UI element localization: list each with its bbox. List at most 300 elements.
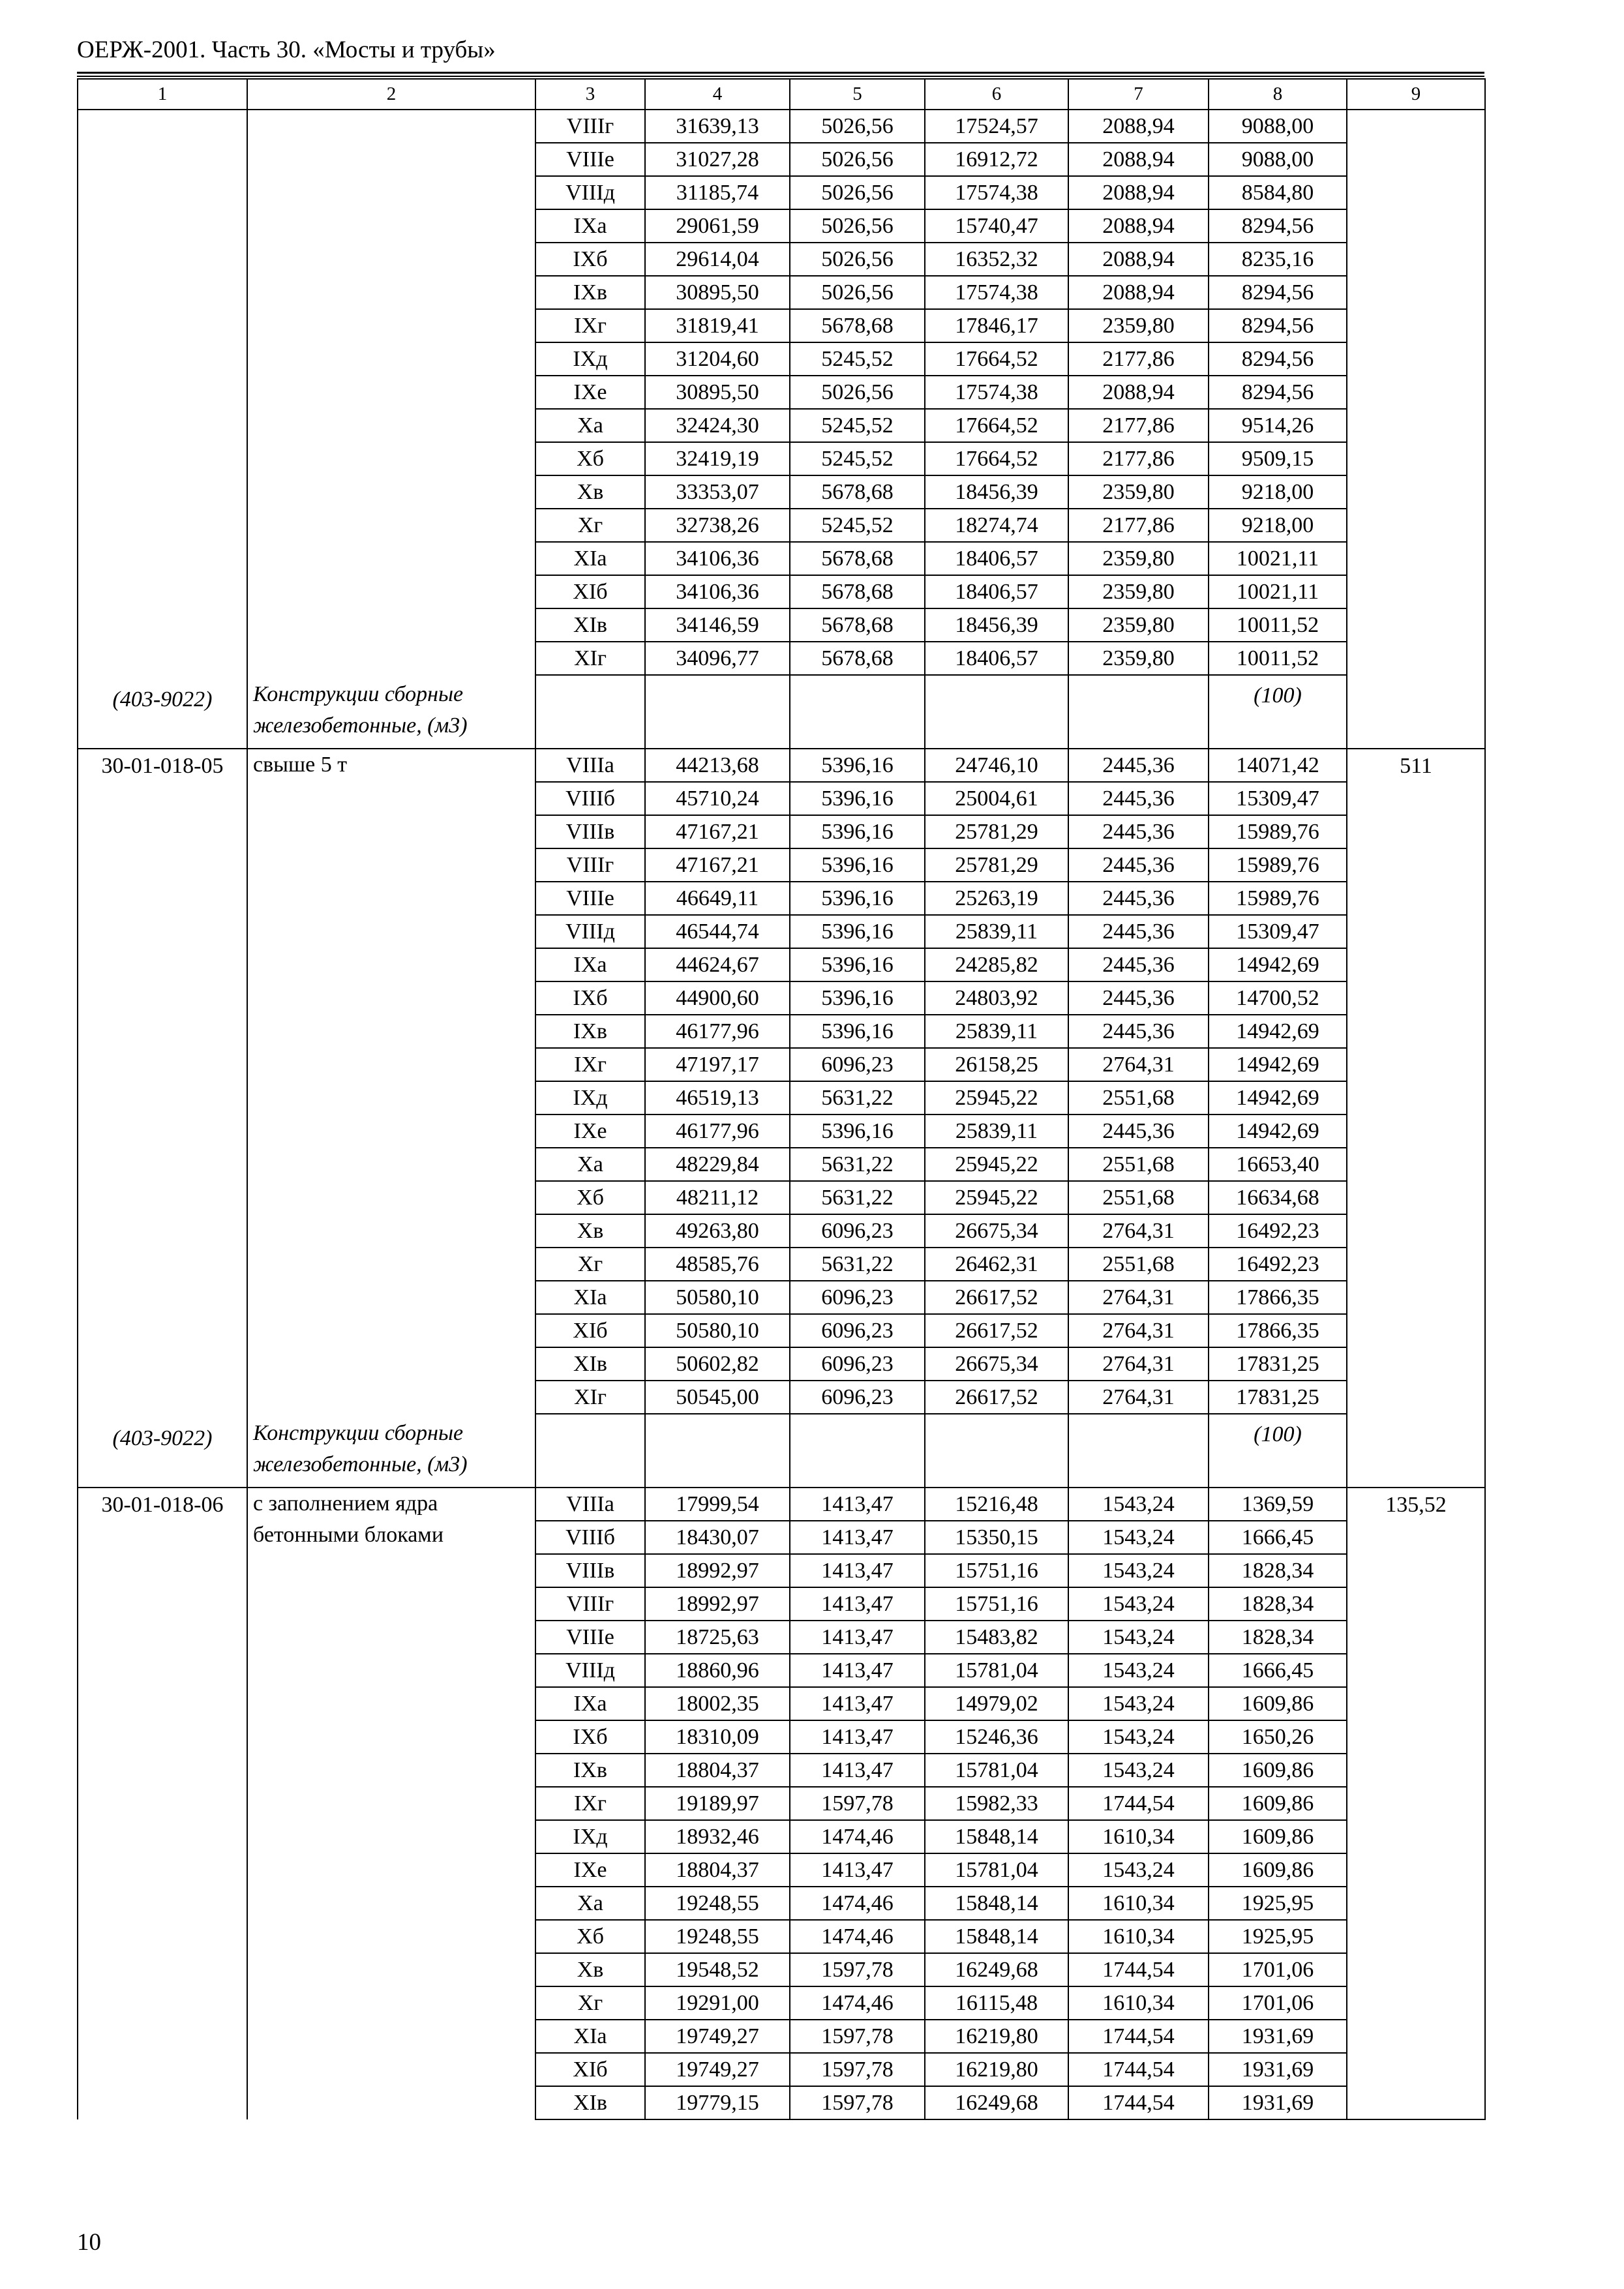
table-cell: 1925,95 <box>1209 1887 1347 1920</box>
table-cell: 25839,11 <box>925 1015 1068 1048</box>
empty-cell <box>925 1414 1068 1488</box>
table-cell: 26675,34 <box>925 1214 1068 1248</box>
table-cell: IXб <box>535 243 645 276</box>
table-cell: 1543,24 <box>1068 1754 1209 1787</box>
table-cell: 5396,16 <box>790 915 925 948</box>
table-cell: 1543,24 <box>1068 1521 1209 1554</box>
resource-reference-row <box>78 1414 1485 1488</box>
table-cell: 8294,56 <box>1209 276 1347 309</box>
table-cell: 9088,00 <box>1209 110 1347 143</box>
table-cell: 25781,29 <box>925 848 1068 882</box>
table-cell: 19749,27 <box>645 2020 790 2053</box>
table-cell: 9509,15 <box>1209 442 1347 475</box>
table-cell: IXг <box>535 309 645 342</box>
table-cell: 18406,57 <box>925 542 1068 575</box>
table-cell: 17574,38 <box>925 376 1068 409</box>
table-cell: 46544,74 <box>645 915 790 948</box>
table-cell: 44213,68 <box>645 749 790 782</box>
table-cell: 9218,00 <box>1209 509 1347 542</box>
table-cell: 6096,23 <box>790 1281 925 1314</box>
table-row <box>78 749 1485 782</box>
table-cell: 1474,46 <box>790 1887 925 1920</box>
table-cell: 18274,74 <box>925 509 1068 542</box>
table-cell: 2764,31 <box>1068 1314 1209 1347</box>
table-cell: 25263,19 <box>925 882 1068 915</box>
table-cell: 46519,13 <box>645 1081 790 1115</box>
table-cell: 1701,06 <box>1209 1986 1347 2020</box>
table-cell: 2551,68 <box>1068 1248 1209 1281</box>
table-cell: 15483,82 <box>925 1621 1068 1654</box>
table-cell: 19248,55 <box>645 1920 790 1953</box>
empty-cell <box>925 675 1068 749</box>
table-cell: VIIIг <box>535 848 645 882</box>
table-cell: IXа <box>535 1687 645 1720</box>
table-cell: 1413,47 <box>790 1654 925 1687</box>
table-cell: 48211,12 <box>645 1181 790 1214</box>
table-cell: 1931,69 <box>1209 2053 1347 2086</box>
table-cell: 2551,68 <box>1068 1081 1209 1115</box>
table-cell: XIб <box>535 2053 645 2086</box>
column-header: 5 <box>790 79 925 110</box>
table-cell: 17664,52 <box>925 442 1068 475</box>
table-cell: 24746,10 <box>925 749 1068 782</box>
table-cell: 15781,04 <box>925 1754 1068 1787</box>
table-cell: XIб <box>535 575 645 608</box>
table-cell: 8584,80 <box>1209 176 1347 209</box>
table-cell: 1543,24 <box>1068 1488 1209 1521</box>
table-cell: Xа <box>535 1887 645 1920</box>
table-cell: 1931,69 <box>1209 2086 1347 2119</box>
table-cell: XIа <box>535 542 645 575</box>
table-cell: 17664,52 <box>925 342 1068 376</box>
column-header: 8 <box>1209 79 1347 110</box>
table-cell: 25945,22 <box>925 1081 1068 1115</box>
table-cell: 14071,42 <box>1209 749 1347 782</box>
table-cell: 5026,56 <box>790 176 925 209</box>
table-cell: 19248,55 <box>645 1887 790 1920</box>
table-cell: 19548,52 <box>645 1953 790 1986</box>
table-cell: 5396,16 <box>790 1115 925 1148</box>
table-cell: 1744,54 <box>1068 1787 1209 1820</box>
table-cell: IXб <box>535 981 645 1015</box>
table-cell: 1610,34 <box>1068 1820 1209 1853</box>
table-cell: 15309,47 <box>1209 915 1347 948</box>
table-cell: 29614,04 <box>645 243 790 276</box>
table-cell: 50580,10 <box>645 1314 790 1347</box>
table-cell: 15781,04 <box>925 1853 1068 1887</box>
table-cell: 14942,69 <box>1209 1081 1347 1115</box>
table-cell: XIа <box>535 1281 645 1314</box>
table-cell: 31027,28 <box>645 143 790 176</box>
table-cell: 2764,31 <box>1068 1347 1209 1381</box>
table-cell: 25839,11 <box>925 1115 1068 1148</box>
table-cell: VIIIб <box>535 1521 645 1554</box>
table-cell: 18406,57 <box>925 575 1068 608</box>
table-cell: 1543,24 <box>1068 1687 1209 1720</box>
table-cell: 5026,56 <box>790 143 925 176</box>
table-cell: 26617,52 <box>925 1381 1068 1414</box>
table-cell: 1744,54 <box>1068 1953 1209 1986</box>
table-cell: 5245,52 <box>790 509 925 542</box>
table-cell: 18002,35 <box>645 1687 790 1720</box>
table-cell: 8294,56 <box>1209 209 1347 243</box>
table-cell: 44900,60 <box>645 981 790 1015</box>
table-cell: 2445,36 <box>1068 981 1209 1015</box>
table-cell: 1609,86 <box>1209 1820 1347 1853</box>
column-header: 6 <box>925 79 1068 110</box>
table-cell: 2177,86 <box>1068 409 1209 442</box>
table-cell: 2088,94 <box>1068 243 1209 276</box>
table-cell: 26675,34 <box>925 1347 1068 1381</box>
table-cell: 2764,31 <box>1068 1214 1209 1248</box>
table-cell: IXд <box>535 342 645 376</box>
table-cell: 1413,47 <box>790 1621 925 1654</box>
table-cell: 2088,94 <box>1068 176 1209 209</box>
table-cell: 5245,52 <box>790 342 925 376</box>
column-header: 1 <box>78 79 247 110</box>
table-cell: 1828,34 <box>1209 1554 1347 1587</box>
table-cell: 2445,36 <box>1068 915 1209 948</box>
table-cell: 32738,26 <box>645 509 790 542</box>
table-cell: 26462,31 <box>925 1248 1068 1281</box>
table-cell: Xб <box>535 1181 645 1214</box>
table-cell: 31204,60 <box>645 342 790 376</box>
column-header-row <box>78 79 1485 110</box>
table-cell: 30895,50 <box>645 276 790 309</box>
table-cell: 5026,56 <box>790 209 925 243</box>
table-cell: VIIIа <box>535 1488 645 1521</box>
table-cell: 8294,56 <box>1209 342 1347 376</box>
table-cell: 5678,68 <box>790 575 925 608</box>
table-cell: 1413,47 <box>790 1720 925 1754</box>
table-cell: Xг <box>535 509 645 542</box>
table-cell: 34106,36 <box>645 542 790 575</box>
table-cell: XIв <box>535 2086 645 2119</box>
table-cell: 48229,84 <box>645 1148 790 1181</box>
table-cell: 15989,76 <box>1209 882 1347 915</box>
item-name: свыше 5 т <box>247 749 535 1414</box>
empty-cell <box>535 675 645 749</box>
table-cell: 18992,97 <box>645 1554 790 1587</box>
table-cell: 1597,78 <box>790 2020 925 2053</box>
table-cell: 50602,82 <box>645 1347 790 1381</box>
table-cell: 8235,16 <box>1209 243 1347 276</box>
table-cell: 45710,24 <box>645 782 790 815</box>
table-cell: 5396,16 <box>790 848 925 882</box>
table-cell: VIIIв <box>535 1554 645 1587</box>
table-cell: 1597,78 <box>790 1787 925 1820</box>
table-cell: IXб <box>535 1720 645 1754</box>
table-cell: 2764,31 <box>1068 1048 1209 1081</box>
table-cell: 33353,07 <box>645 475 790 509</box>
table-cell: IXе <box>535 1115 645 1148</box>
table-cell: 16219,80 <box>925 2020 1068 2053</box>
table-cell: VIIIд <box>535 176 645 209</box>
table-cell: 2359,80 <box>1068 608 1209 642</box>
empty-cell <box>790 1414 925 1488</box>
table-cell: 1543,24 <box>1068 1621 1209 1654</box>
table-cell: IXв <box>535 276 645 309</box>
table-cell: 1543,24 <box>1068 1554 1209 1587</box>
table-cell: 1597,78 <box>790 2053 925 2086</box>
table-cell: 1610,34 <box>1068 1887 1209 1920</box>
empty-cell <box>645 675 790 749</box>
weight-value: 511 <box>1347 749 1485 1488</box>
table-cell: 34096,77 <box>645 642 790 675</box>
table-cell: 2359,80 <box>1068 575 1209 608</box>
rates-table <box>77 78 1486 2120</box>
table-cell: 2177,86 <box>1068 442 1209 475</box>
table-cell: 2764,31 <box>1068 1281 1209 1314</box>
table-cell: 30895,50 <box>645 376 790 409</box>
table-cell: 2088,94 <box>1068 110 1209 143</box>
table-cell: 19189,97 <box>645 1787 790 1820</box>
table-cell: VIIIа <box>535 749 645 782</box>
table-cell: 1474,46 <box>790 1820 925 1853</box>
table-cell: 5678,68 <box>790 309 925 342</box>
table-cell: 6096,23 <box>790 1314 925 1347</box>
table-cell: 17664,52 <box>925 409 1068 442</box>
table-cell: 1925,95 <box>1209 1920 1347 1953</box>
table-cell: 47197,17 <box>645 1048 790 1081</box>
table-cell: 1609,86 <box>1209 1853 1347 1887</box>
resource-quantity: (100) <box>1209 675 1347 749</box>
table-cell: 29061,59 <box>645 209 790 243</box>
table-cell: VIIIд <box>535 915 645 948</box>
table-cell: 5396,16 <box>790 782 925 815</box>
table-cell: IXг <box>535 1048 645 1081</box>
resource-name: Конструкции сборные железобетонные, (м3) <box>247 675 535 749</box>
table-cell: IXд <box>535 1081 645 1115</box>
table-cell: 1413,47 <box>790 1554 925 1587</box>
table-cell: 5396,16 <box>790 815 925 848</box>
table-cell: 1597,78 <box>790 2086 925 2119</box>
table-cell: 1474,46 <box>790 1920 925 1953</box>
table-cell: XIг <box>535 642 645 675</box>
table-cell: 1931,69 <box>1209 2020 1347 2053</box>
table-row <box>78 1488 1485 1521</box>
table-cell: 15751,16 <box>925 1554 1068 1587</box>
table-cell: 2359,80 <box>1068 542 1209 575</box>
table-cell: 14979,02 <box>925 1687 1068 1720</box>
table-cell: 1413,47 <box>790 1521 925 1554</box>
table-cell: 49263,80 <box>645 1214 790 1248</box>
table-cell: 17524,57 <box>925 110 1068 143</box>
table-cell: 18860,96 <box>645 1654 790 1687</box>
table-cell: 5396,16 <box>790 948 925 981</box>
table-cell: 1474,46 <box>790 1986 925 2020</box>
table-cell: 6096,23 <box>790 1381 925 1414</box>
table-cell: 6096,23 <box>790 1214 925 1248</box>
table-cell: 46177,96 <box>645 1115 790 1148</box>
column-header: 7 <box>1068 79 1209 110</box>
table-cell: 1609,86 <box>1209 1754 1347 1787</box>
table-cell: 2551,68 <box>1068 1181 1209 1214</box>
table-cell: Xа <box>535 1148 645 1181</box>
table-cell: 25839,11 <box>925 915 1068 948</box>
table-cell: 2445,36 <box>1068 848 1209 882</box>
table-cell: 5678,68 <box>790 475 925 509</box>
table-cell: 24803,92 <box>925 981 1068 1015</box>
table-cell: 2445,36 <box>1068 749 1209 782</box>
table-cell: 15740,47 <box>925 209 1068 243</box>
table-cell: 18992,97 <box>645 1587 790 1621</box>
table-cell: 17866,35 <box>1209 1281 1347 1314</box>
table-cell: 16492,23 <box>1209 1248 1347 1281</box>
table-cell: Xа <box>535 409 645 442</box>
table-cell: XIг <box>535 1381 645 1414</box>
table-cell: 17866,35 <box>1209 1314 1347 1347</box>
table-cell: 5026,56 <box>790 110 925 143</box>
table-cell: Xв <box>535 475 645 509</box>
table-cell: 5245,52 <box>790 409 925 442</box>
table-cell: VIIIб <box>535 782 645 815</box>
table-cell: 16249,68 <box>925 1953 1068 1986</box>
table-cell: 1650,26 <box>1209 1720 1347 1754</box>
table-cell: 5631,22 <box>790 1081 925 1115</box>
table-cell: Xг <box>535 1986 645 2020</box>
table-cell: 1828,34 <box>1209 1621 1347 1654</box>
table-cell: 2445,36 <box>1068 882 1209 915</box>
table-cell: 46649,11 <box>645 882 790 915</box>
weight-value <box>1347 110 1485 749</box>
table-cell: 15848,14 <box>925 1887 1068 1920</box>
table-cell: 5631,22 <box>790 1248 925 1281</box>
table-cell: Xб <box>535 442 645 475</box>
table-cell: VIIIв <box>535 815 645 848</box>
resource-code: (403-9022) <box>78 675 247 749</box>
table-cell: 1610,34 <box>1068 1986 1209 2020</box>
table-cell: 25781,29 <box>925 815 1068 848</box>
table-cell: 46177,96 <box>645 1015 790 1048</box>
table-cell: XIа <box>535 2020 645 2053</box>
table-cell: VIIIг <box>535 1587 645 1621</box>
table-cell: 2764,31 <box>1068 1381 1209 1414</box>
table-cell: 1543,24 <box>1068 1587 1209 1621</box>
item-name <box>247 110 535 675</box>
table-cell: 5396,16 <box>790 981 925 1015</box>
table-cell: 26617,52 <box>925 1281 1068 1314</box>
table-cell: 50580,10 <box>645 1281 790 1314</box>
table-cell: 8294,56 <box>1209 309 1347 342</box>
table-cell: 32424,30 <box>645 409 790 442</box>
table-cell: VIIIг <box>535 110 645 143</box>
header-rule-double <box>77 76 1484 77</box>
table-cell: 17999,54 <box>645 1488 790 1521</box>
table-cell: 1543,24 <box>1068 1654 1209 1687</box>
table-cell: IXд <box>535 1820 645 1853</box>
table-cell: 26158,25 <box>925 1048 1068 1081</box>
table-cell: 16249,68 <box>925 2086 1068 2119</box>
table-cell: 5026,56 <box>790 276 925 309</box>
table-cell: 1413,47 <box>790 1687 925 1720</box>
table-cell: 16219,80 <box>925 2053 1068 2086</box>
table-cell: 18456,39 <box>925 475 1068 509</box>
table-cell: 1828,34 <box>1209 1587 1347 1621</box>
resource-reference-row <box>78 675 1485 749</box>
table-cell: 14700,52 <box>1209 981 1347 1015</box>
table-cell: 1666,45 <box>1209 1521 1347 1554</box>
table-cell: 5631,22 <box>790 1181 925 1214</box>
table-cell: 5678,68 <box>790 542 925 575</box>
table-cell: 1413,47 <box>790 1488 925 1521</box>
table-cell: 34146,59 <box>645 608 790 642</box>
table-cell: 16115,48 <box>925 1986 1068 2020</box>
table-cell: 1609,86 <box>1209 1787 1347 1820</box>
table-cell: 25004,61 <box>925 782 1068 815</box>
table-cell: 25945,22 <box>925 1148 1068 1181</box>
table-cell: 15848,14 <box>925 1820 1068 1853</box>
table-cell: 14942,69 <box>1209 948 1347 981</box>
table-cell: 31639,13 <box>645 110 790 143</box>
table-cell: 1701,06 <box>1209 1953 1347 1986</box>
table-cell: XIв <box>535 1347 645 1381</box>
table-cell: 5396,16 <box>790 1015 925 1048</box>
table-cell: 8294,56 <box>1209 376 1347 409</box>
table-cell: 2359,80 <box>1068 309 1209 342</box>
item-code: 30-01-018-05 <box>78 749 247 1414</box>
table-cell: 47167,21 <box>645 848 790 882</box>
table-cell: 2445,36 <box>1068 1115 1209 1148</box>
table-cell: 2088,94 <box>1068 209 1209 243</box>
column-header: 2 <box>247 79 535 110</box>
table-cell: 17831,25 <box>1209 1347 1347 1381</box>
table-cell: 10011,52 <box>1209 608 1347 642</box>
table-cell: 5396,16 <box>790 882 925 915</box>
table-cell: 1369,59 <box>1209 1488 1347 1521</box>
table-cell: XIб <box>535 1314 645 1347</box>
column-header: 4 <box>645 79 790 110</box>
table-cell: 17574,38 <box>925 276 1068 309</box>
header-rule <box>77 72 1484 74</box>
table-cell: 2445,36 <box>1068 948 1209 981</box>
table-cell: 2177,86 <box>1068 509 1209 542</box>
table-cell: 1744,54 <box>1068 2020 1209 2053</box>
table-cell: 15350,15 <box>925 1521 1068 1554</box>
table-cell: 9514,26 <box>1209 409 1347 442</box>
table-cell: 31819,41 <box>645 309 790 342</box>
table-cell: 2445,36 <box>1068 815 1209 848</box>
item-name: с заполнением ядра бетонными блоками <box>247 1488 535 2119</box>
table-cell: 1413,47 <box>790 1587 925 1621</box>
table-cell: 10011,52 <box>1209 642 1347 675</box>
table-cell: 18804,37 <box>645 1754 790 1787</box>
empty-cell <box>645 1414 790 1488</box>
table-cell: 15989,76 <box>1209 848 1347 882</box>
table-cell: 18430,07 <box>645 1521 790 1554</box>
empty-cell <box>535 1414 645 1488</box>
table-cell: 2359,80 <box>1068 642 1209 675</box>
table-cell: 9218,00 <box>1209 475 1347 509</box>
table-cell: IXв <box>535 1754 645 1787</box>
table-cell: 16492,23 <box>1209 1214 1347 1248</box>
resource-code: (403-9022) <box>78 1414 247 1488</box>
rates-table-container <box>77 78 1486 2120</box>
resource-quantity: (100) <box>1209 1414 1347 1488</box>
table-cell: 2088,94 <box>1068 376 1209 409</box>
weight-value: 135,52 <box>1347 1488 1485 2119</box>
table-cell: 15751,16 <box>925 1587 1068 1621</box>
table-cell: 2177,86 <box>1068 342 1209 376</box>
table-cell: 17846,17 <box>925 309 1068 342</box>
page-title: ОЕРЖ-2001. Часть 30. «Мосты и трубы» <box>77 37 496 63</box>
table-cell: VIIIе <box>535 143 645 176</box>
table-cell: 5245,52 <box>790 442 925 475</box>
table-cell: 44624,67 <box>645 948 790 981</box>
table-cell: 15781,04 <box>925 1654 1068 1687</box>
table-cell: 10021,11 <box>1209 542 1347 575</box>
table-cell: 16912,72 <box>925 143 1068 176</box>
